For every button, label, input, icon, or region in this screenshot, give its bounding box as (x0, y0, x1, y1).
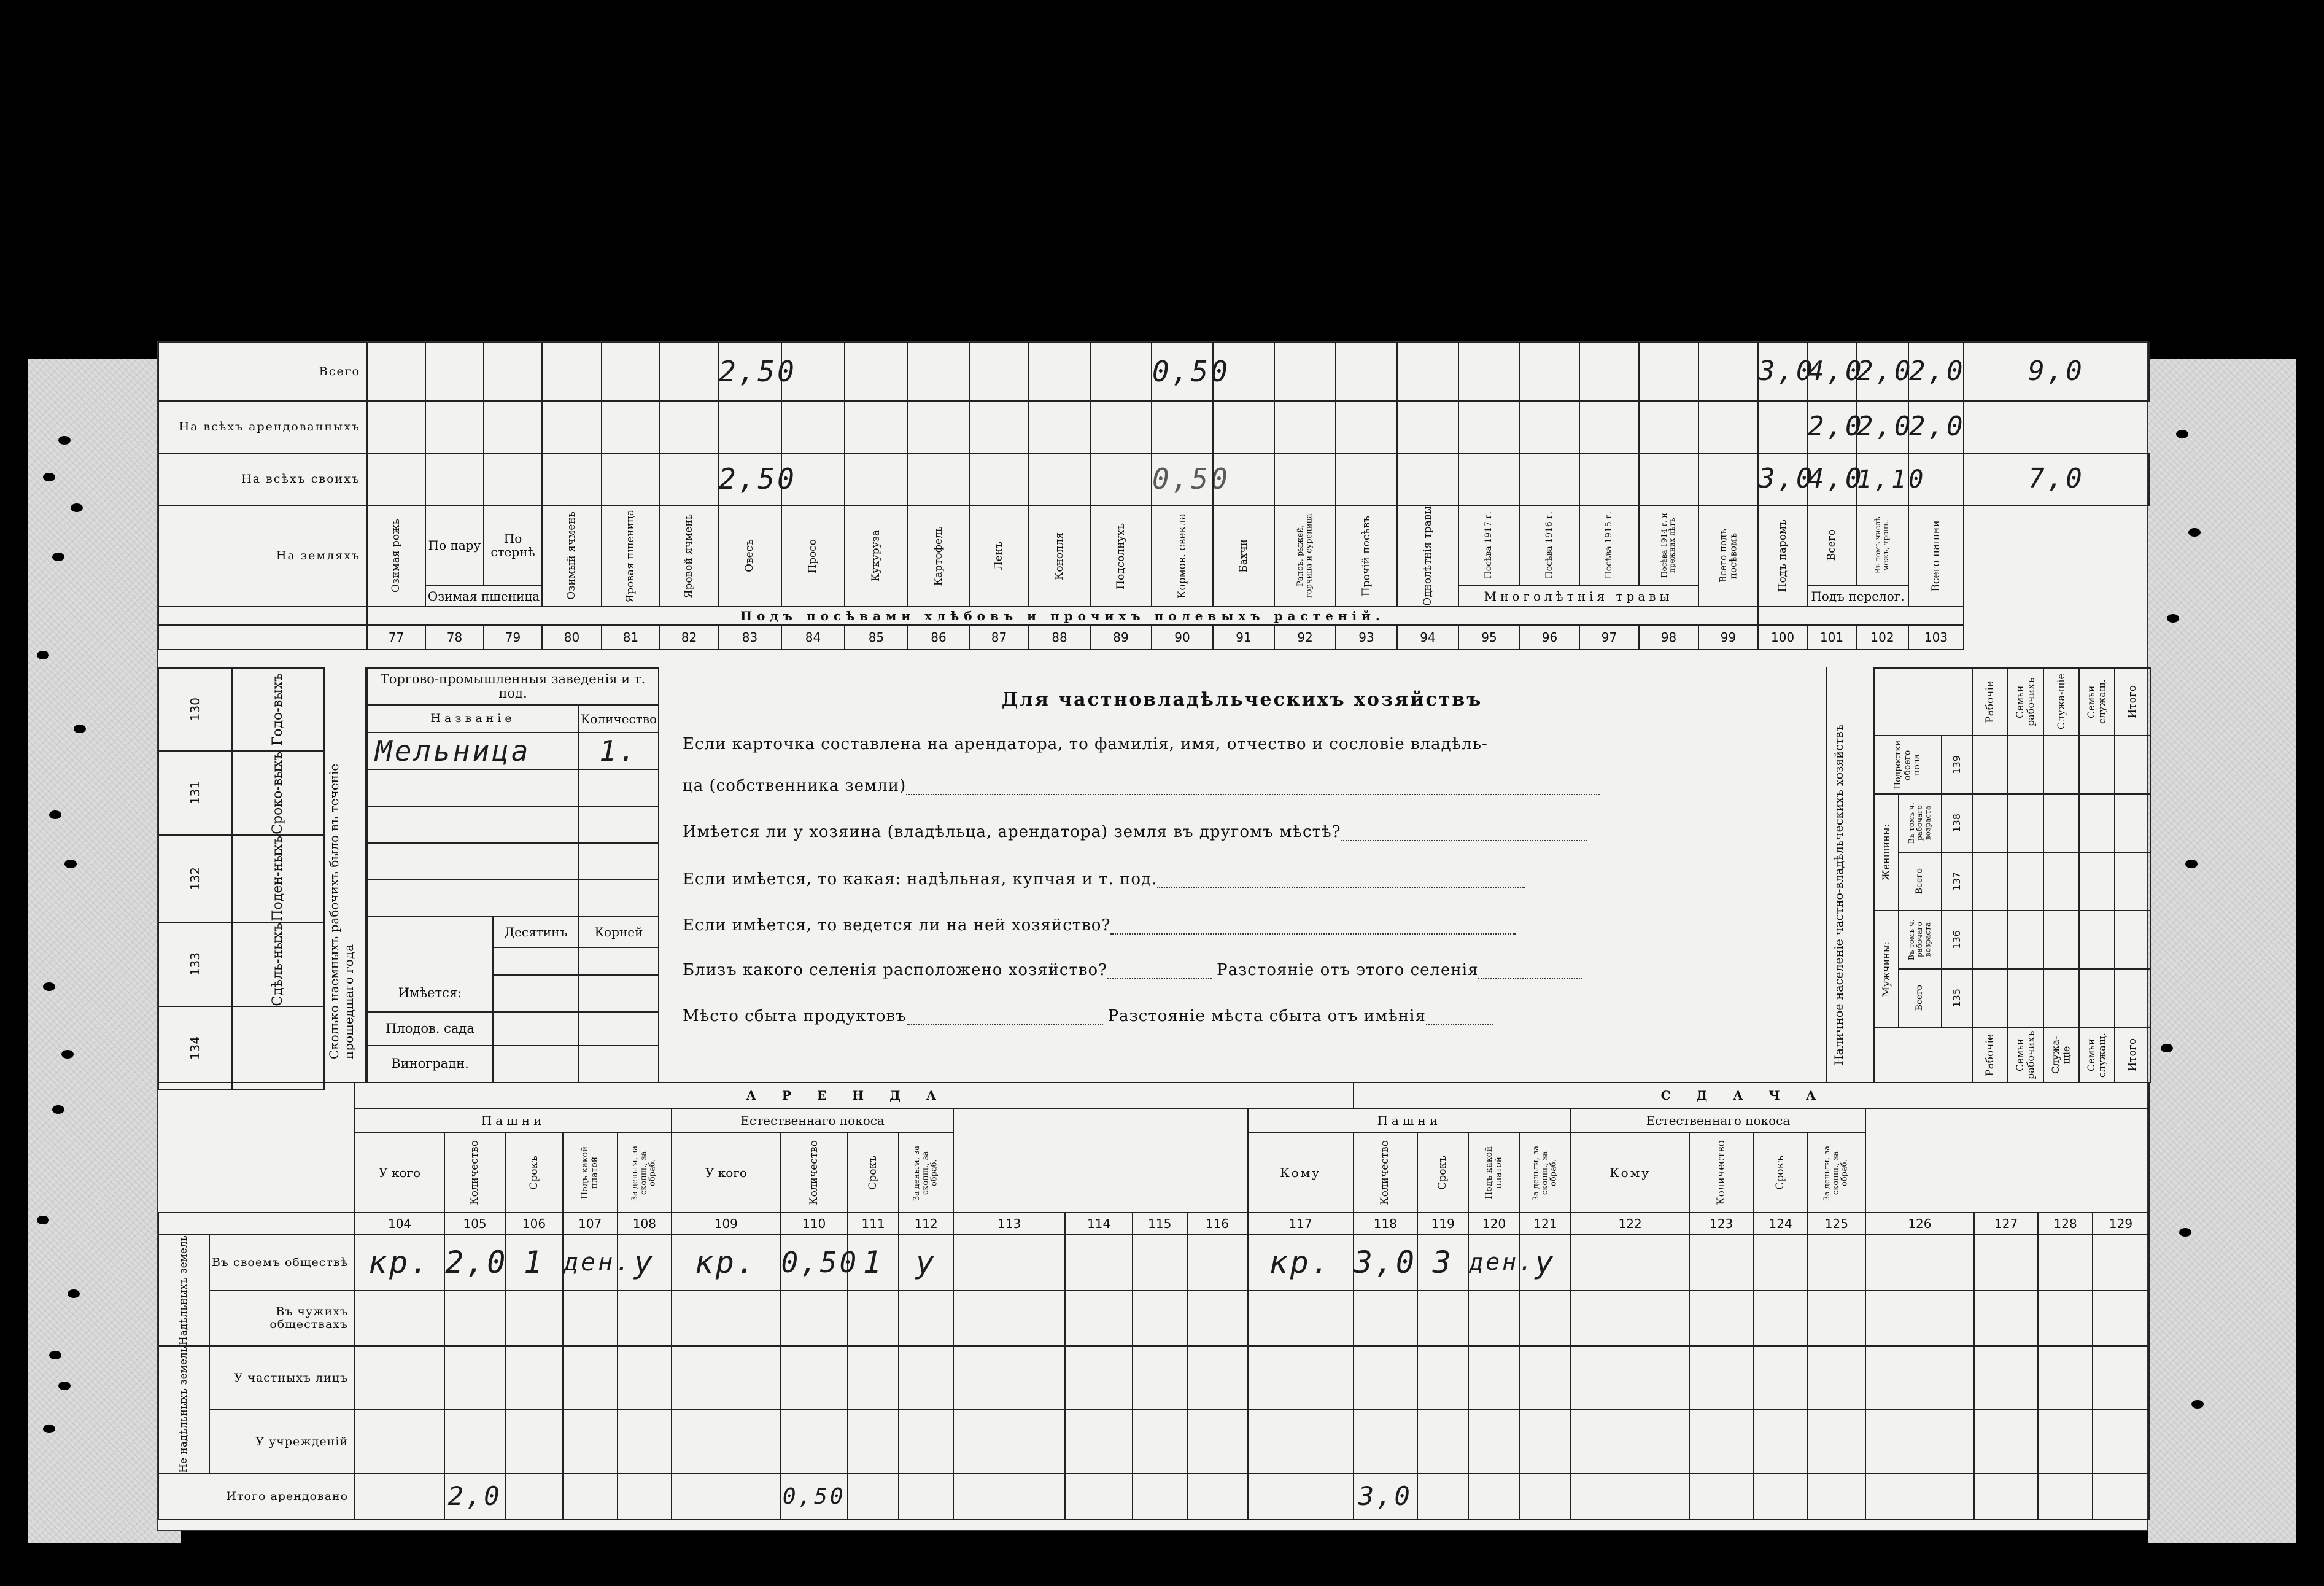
h-h-qty: Количество (807, 1140, 820, 1205)
h-s-money: За деньги, за скопщ., за обраб. (1532, 1145, 1559, 1201)
crops-col-number: 94 (1397, 625, 1458, 650)
hw-own-sown: 3,0 (1759, 463, 1815, 495)
sdacha-pashni: Пашни (1248, 1108, 1571, 1133)
h-total-sown: Всего подъ посѣвомъ (1718, 529, 1739, 583)
h-oats: Овесъ (743, 539, 756, 573)
binder-hole (43, 982, 55, 991)
h-srokovyh: Сроко-выхъ (269, 752, 285, 834)
h-a-qty: Количество (468, 1140, 481, 1205)
women-label: Женщины: (1880, 823, 1892, 881)
h-total-perelog: Всего (1825, 529, 1838, 561)
q6: Мѣсто сбыта продуктовъ (683, 1007, 907, 1025)
lease-col-number: 113 (953, 1213, 1065, 1235)
lease-col-number: 108 (618, 1213, 672, 1235)
trade-entry-name: Мельница (375, 734, 531, 768)
binder-hole (2191, 1400, 2204, 1409)
pop-num-135: 135 (1951, 989, 1963, 1008)
arenda-hay: Естественнаго покоса (672, 1108, 953, 1133)
lease-col-number: 117 (1248, 1213, 1354, 1235)
crops-col-number: 100 (1758, 625, 1807, 650)
lease-row-label-other: Въ чужихъ обществахъ (209, 1291, 355, 1347)
h-h-from: У кого (672, 1133, 780, 1213)
lease-row-private (158, 1346, 2149, 1410)
lease-col-number: 115 (1133, 1213, 1187, 1235)
crops-col-number: 97 (1579, 625, 1639, 650)
q6b: Разстояніе мѣста сбыта отъ имѣнія (1107, 1007, 1426, 1025)
lease-col-number: 127 (1974, 1213, 2038, 1235)
hw-h-money: у (915, 1244, 937, 1280)
crops-col-number: 98 (1639, 625, 1698, 650)
hw-total-sown: 3,0 (1759, 356, 1815, 387)
crops-section (158, 342, 2150, 667)
lease-row-label-total: Итого арендовано (158, 1474, 355, 1520)
h-corn: Кукуруза (870, 530, 883, 582)
hw-own-arable: 7,0 (2028, 463, 2085, 495)
binder-hole (37, 1216, 49, 1224)
lease-col-number: 120 (1468, 1213, 1519, 1235)
h-perennial: Многолѣтнiя травы (1458, 585, 1698, 607)
trade-title: Торгово-промышленныя заведенiя и т. под. (367, 668, 659, 705)
col-worker-families-bottom: Семьи рабочихъ (2014, 1030, 2037, 1079)
lease-col-number: 116 (1187, 1213, 1248, 1235)
h-incl-boundary: Въ томъ числѣ межъ, тропъ. (1873, 516, 1891, 574)
lease-row-label-private: У частныхъ лицъ (209, 1346, 355, 1410)
q4-row (683, 916, 1516, 935)
binder-hole (64, 860, 77, 868)
hw-s-term: 3 (1432, 1244, 1454, 1280)
h-potato: Картофель (932, 526, 945, 586)
hw-a-from: кр. (368, 1244, 432, 1280)
lease-column-numbers (158, 1213, 2149, 1235)
h-sown-1915: Посѣва 1915 г. (1603, 511, 1614, 579)
lease-col-number: 128 (2038, 1213, 2093, 1235)
men-working-label: Въ томъ ч. рабочаго возраста (1907, 919, 1932, 960)
lease-row-other-society (158, 1291, 2149, 1347)
h-sunflower: Подсолнухъ (1114, 523, 1127, 589)
h-sh-qty: Количество (1714, 1140, 1727, 1205)
row-label-own: На всѣхъ своихъ (158, 453, 367, 505)
h-winter-barley: Озимый ячмень (565, 511, 578, 601)
binder-hole (52, 553, 64, 561)
crops-col-number: 88 (1029, 625, 1090, 650)
population-block (1827, 667, 2150, 1082)
binder-hole (2167, 614, 2179, 623)
h-sh-money: За деньги, за скопщ., за обраб. (1822, 1145, 1850, 1201)
hw-a-qty: 2,0 (445, 1244, 508, 1280)
q4: Если имѣется, то ведется ли на ней хозяйство? (683, 916, 1111, 935)
trade-entry-qty: 1. (599, 734, 638, 768)
hw-h-from: кр. (694, 1244, 757, 1280)
hw-total-sunflower: 0,50 (1152, 355, 1230, 389)
trade-table (366, 667, 659, 917)
hw-rented-incl: 2,0 (1857, 411, 1913, 443)
hw-num-130: 130 (158, 668, 232, 751)
lease-row-own-society (158, 1235, 2149, 1291)
crops-col-number: 83 (718, 625, 781, 650)
h-a-money: За деньги, за скопщ., за обраб. (630, 1145, 658, 1201)
binder-hole (61, 1050, 74, 1059)
hw-total-s: 3,0 (1358, 1481, 1412, 1512)
crops-col-number: 84 (781, 625, 845, 650)
orchard-table (366, 916, 659, 1083)
h-winter-wheat: Озимая пшеница (425, 585, 542, 607)
h-sown-1916: Посѣва 1916 г. (1544, 511, 1554, 579)
hw-total-spring-barley: 2,50 (719, 355, 797, 389)
lease-section (158, 1082, 2150, 1532)
crops-col-number: 102 (1856, 625, 1908, 650)
trade-qty-header: Количество (579, 705, 659, 733)
h-sown-1917: Посѣва 1917 г. (1484, 511, 1494, 579)
crops-col-number: 103 (1908, 625, 1964, 650)
lease-col-number: 126 (1865, 1213, 1974, 1235)
hw-total-fallow: 4,0 (1808, 356, 1864, 387)
h-rye: Озимая рожь (390, 519, 403, 593)
sdacha-title: СДАЧА (1354, 1083, 2149, 1108)
hw-a-term: 1 (523, 1244, 545, 1280)
population-vertical-title: Наличное населеніе частно-владѣльческихъ хозяйствъ (1832, 723, 1846, 1065)
binder-hole (49, 810, 61, 819)
h-perelog: Подъ перелог. (1807, 585, 1908, 607)
middle-section (158, 667, 2150, 1082)
crops-col-number: 91 (1213, 625, 1274, 650)
crops-col-number: 82 (660, 625, 718, 650)
hired-workers-block (158, 667, 366, 1082)
arenda-pashni: Пашни (355, 1108, 672, 1133)
h-hemp: Конопля (1053, 532, 1066, 580)
trade-name-header: Названіе (367, 705, 579, 733)
hired-workers-table (158, 667, 325, 1090)
binder-hole (43, 1425, 55, 1433)
lease-col-number: 109 (672, 1213, 780, 1235)
has-label: Имѣется: (367, 975, 493, 1012)
hw-own-sunflower: 0,50 (1152, 462, 1230, 496)
hw-num-131: 131 (158, 751, 232, 835)
binder-hole (49, 1351, 61, 1359)
crops-col-number: 101 (1807, 625, 1856, 650)
binder-hole (58, 436, 71, 445)
private-title: Для частновладѣльческихъ хозяйствъ (1001, 689, 1483, 710)
binder-hole (74, 725, 86, 733)
row-band-title (158, 607, 2149, 625)
women-total-label: Всего (1915, 868, 1925, 895)
h-annual-grass: Однолѣтнiя травы (1421, 506, 1434, 606)
lease-col-number: 110 (780, 1213, 847, 1235)
h-a-from: У кого (355, 1133, 444, 1213)
roots-header: Корней (579, 917, 659, 947)
h-rapeseed: Рапсъ, рыжей, горчица и сурепица (1295, 513, 1314, 599)
private-owner-block (658, 667, 1827, 1082)
h-fodder-beet: Кормов. свекла (1176, 513, 1188, 599)
band-title: Подъ посѣвами хлѣбовъ и прочихъ полевыхъ растеній. (367, 607, 1758, 625)
h-h-term: Срокъ (867, 1156, 880, 1190)
binder-hole (2179, 1228, 2191, 1237)
binder-hole (58, 1382, 71, 1390)
row-total (158, 343, 2149, 401)
lease-col-number: 122 (1571, 1213, 1689, 1235)
h-s-qty: Количество (1379, 1140, 1392, 1205)
h-po-sterne: По стернѣ (484, 505, 542, 585)
col-workers: Рабочіе (1983, 680, 1996, 723)
row-rented (158, 401, 2149, 453)
col-worker-families: Семьи рабочихъ (2014, 677, 2037, 726)
crops-col-number: 95 (1458, 625, 1520, 650)
row-label-rented: На всѣхъ арендованныхъ (158, 401, 367, 453)
col-servants: Служа-щіе (2055, 674, 2067, 730)
crops-col-number: 80 (542, 625, 602, 650)
h-sown-1914: Посѣва 1914 г. и прежних лѣтъ (1660, 513, 1677, 578)
hw-total-perelog: 2,0 (1857, 356, 1913, 387)
crops-col-number: 85 (845, 625, 908, 650)
q3-row (683, 870, 1525, 888)
q3: Если имѣется, то какая: надѣльная, купчая и т. под. (683, 870, 1158, 888)
lease-col-number: 121 (1520, 1213, 1571, 1235)
col-servant-families-bottom: Семьи служащ. (2085, 1032, 2109, 1078)
h-flax: Ленъ (993, 542, 1005, 570)
hw-h-term: 1 (862, 1244, 884, 1280)
teen-label: Подростки обоего пола (1892, 740, 1922, 790)
hw-a-pay: ден. (563, 1248, 633, 1277)
crops-col-number: 90 (1152, 625, 1213, 650)
lease-col-number: 118 (1354, 1213, 1417, 1235)
lease-col-number: 124 (1753, 1213, 1808, 1235)
crops-column-numbers (158, 625, 2149, 650)
crops-col-number: 96 (1520, 625, 1579, 650)
q2-row (683, 823, 1587, 841)
pop-num-139: 139 (1951, 755, 1963, 774)
hw-total-h: 0,50 (782, 1483, 846, 1509)
hw-s-pay: ден. (1469, 1248, 1535, 1276)
men-total-label: Всего (1915, 985, 1925, 1011)
lease-col-number: 125 (1808, 1213, 1865, 1235)
lease-col-number: 105 (444, 1213, 505, 1235)
crops-col-number: 86 (908, 625, 969, 650)
q6-row (683, 1007, 1493, 1025)
q2: Имѣется ли у хозяина (владѣльца, арендатора) земля въ другомъ мѣстѣ? (683, 823, 1341, 841)
hw-s-to: кр. (1269, 1244, 1332, 1280)
vineyard-label: Виноградн. (367, 1046, 493, 1083)
population-table (1873, 667, 2151, 1083)
row-label-lands: На земляхъ (158, 505, 367, 607)
pop-num-138: 138 (1951, 814, 1963, 833)
binder-hole (43, 473, 55, 481)
women-working-label: Въ томъ ч. рабочаго возраста (1907, 803, 1932, 844)
col-total: Итого (2126, 685, 2139, 718)
hw-rented-arable: 2,0 (1909, 411, 1966, 443)
hw-num-132: 132 (158, 835, 232, 922)
men-label: Мужчины: (1880, 941, 1892, 997)
pop-num-136: 136 (1951, 930, 1963, 949)
col-total-bottom: Итого (2126, 1038, 2139, 1071)
row-label-total: Всего (158, 343, 367, 401)
binder-hole (2161, 1044, 2173, 1052)
lease-col-number: 114 (1065, 1213, 1132, 1235)
q5b: Разстояніе отъ этого селенія (1217, 961, 1479, 979)
right-tissue-strip (2148, 359, 2296, 1543)
row-own (158, 453, 2149, 505)
desyatin-header: Десятинъ (493, 917, 579, 947)
col-servants-bottom: Служа-щіе (2050, 1036, 2073, 1074)
crops-table (158, 342, 2150, 650)
lease-col-number: 104 (355, 1213, 444, 1235)
lease-row-label-own: Въ своемъ обществѣ (209, 1235, 355, 1291)
hw-rented-perelog: 2,0 (1808, 411, 1864, 443)
col-workers-bottom: Рабочіе (1983, 1033, 1996, 1076)
h-sh-to: Кому (1571, 1133, 1689, 1213)
lease-col-number: 123 (1689, 1213, 1753, 1235)
lease-col-number: 112 (899, 1213, 953, 1235)
h-a-pay: Подъ какой платой (579, 1146, 600, 1200)
h-total-arable: Всего пашни (1929, 520, 1942, 592)
h-h-money: За деньги, за скопщ., за обраб. (912, 1145, 939, 1201)
sdacha-hay: Естественнаго покоса (1571, 1108, 1865, 1133)
lease-col-number: 129 (2093, 1213, 2149, 1235)
q1: Если карточка составлена на арендатора, то фамилія, имя, отчество и сословіе владѣль- (683, 735, 1488, 753)
binder-hole (2188, 528, 2201, 537)
q1b: ца (собственника земли) (683, 777, 907, 795)
hw-a-money: у (633, 1244, 655, 1280)
h-podennyh: Поден-ныхъ (269, 835, 285, 922)
q5: Близъ какого селенія расположено хозяйство? (683, 961, 1108, 979)
q1b-row (683, 777, 1600, 795)
h-godovyh: Годо-выхъ (269, 673, 285, 746)
h-s-pay: Подъ какой платой (1484, 1146, 1504, 1200)
binder-hole (2176, 430, 2188, 438)
h-po-paru: По пару (425, 505, 484, 585)
crops-col-number: 77 (367, 625, 425, 650)
binder-hole (52, 1105, 64, 1114)
lease-col-number: 107 (563, 1213, 618, 1235)
pop-num-137: 137 (1951, 872, 1963, 891)
h-sh-term: Срокъ (1774, 1156, 1787, 1190)
hw-own-perelog: 1,10 (1857, 465, 1926, 494)
hired-workers-label: Сколько наемныхъ рабочихъ было въ теченіе прошедшаго года (327, 763, 356, 1059)
h-other: Прочiй посѣвъ (1360, 515, 1373, 596)
col-servant-families: Семьи служащ. (2085, 679, 2109, 725)
hw-s-qty: 3,0 (1354, 1244, 1417, 1280)
crops-col-number: 87 (969, 625, 1029, 650)
binder-hole (2185, 860, 2198, 868)
hw-num-134: 134 (158, 1006, 232, 1089)
binder-hole (37, 651, 49, 659)
row-headers (158, 505, 2149, 585)
row-group-non-nadel: Не надѣльныхъ земель (177, 1347, 190, 1473)
h-s-to: Кому (1248, 1133, 1354, 1213)
hw-h-qty: 0,50 (781, 1245, 859, 1279)
hw-total-a: 2,0 (447, 1481, 502, 1512)
h-a-term: Срокъ (527, 1156, 540, 1190)
crops-col-number: 81 (602, 625, 660, 650)
lease-col-number: 106 (505, 1213, 563, 1235)
crops-col-number: 93 (1336, 625, 1397, 650)
binder-hole (71, 503, 83, 512)
hw-own-spring-barley: 2,50 (719, 462, 797, 496)
h-melons: Бахчи (1237, 539, 1250, 573)
lease-col-number: 111 (848, 1213, 899, 1235)
h-spring-barley: Яровой ячмень (683, 513, 695, 599)
binder-hole (68, 1289, 80, 1298)
lease-col-number: 119 (1417, 1213, 1468, 1235)
q5-row (683, 961, 1582, 979)
trade-block (366, 667, 658, 1082)
lease-row-label-inst: У учрежденій (209, 1410, 355, 1474)
crops-col-number: 89 (1090, 625, 1152, 650)
hw-num-133: 133 (158, 922, 232, 1007)
row-group-nadel: Надѣльныхъ земель (177, 1235, 190, 1346)
lease-table (158, 1082, 2150, 1520)
crops-col-number: 92 (1274, 625, 1336, 650)
crops-col-number: 79 (484, 625, 542, 650)
hw-own-fallow: 4,0 (1808, 463, 1864, 495)
census-card (157, 341, 2148, 1531)
lease-row-institutions (158, 1410, 2149, 1474)
orchard-label: Плодов. сада (367, 1012, 493, 1046)
h-s-term: Срокъ (1436, 1156, 1449, 1190)
hw-total-arable: 9,0 (2028, 356, 2085, 387)
crops-col-number: 78 (425, 625, 484, 650)
hw-s-money: у (1535, 1244, 1556, 1280)
h-millet: Просо (807, 538, 819, 573)
h-fallow: Подъ паромъ (1776, 519, 1789, 593)
arenda-title: АРЕНДА (355, 1083, 1354, 1108)
h-spring-wheat: Яровая пшеница (624, 509, 637, 603)
crops-col-number: 99 (1698, 625, 1758, 650)
h-sdelnyh: Сдѣль-ныхъ (269, 922, 285, 1006)
lease-row-total (158, 1474, 2149, 1520)
hw-total-incl: 2,0 (1909, 356, 1966, 387)
